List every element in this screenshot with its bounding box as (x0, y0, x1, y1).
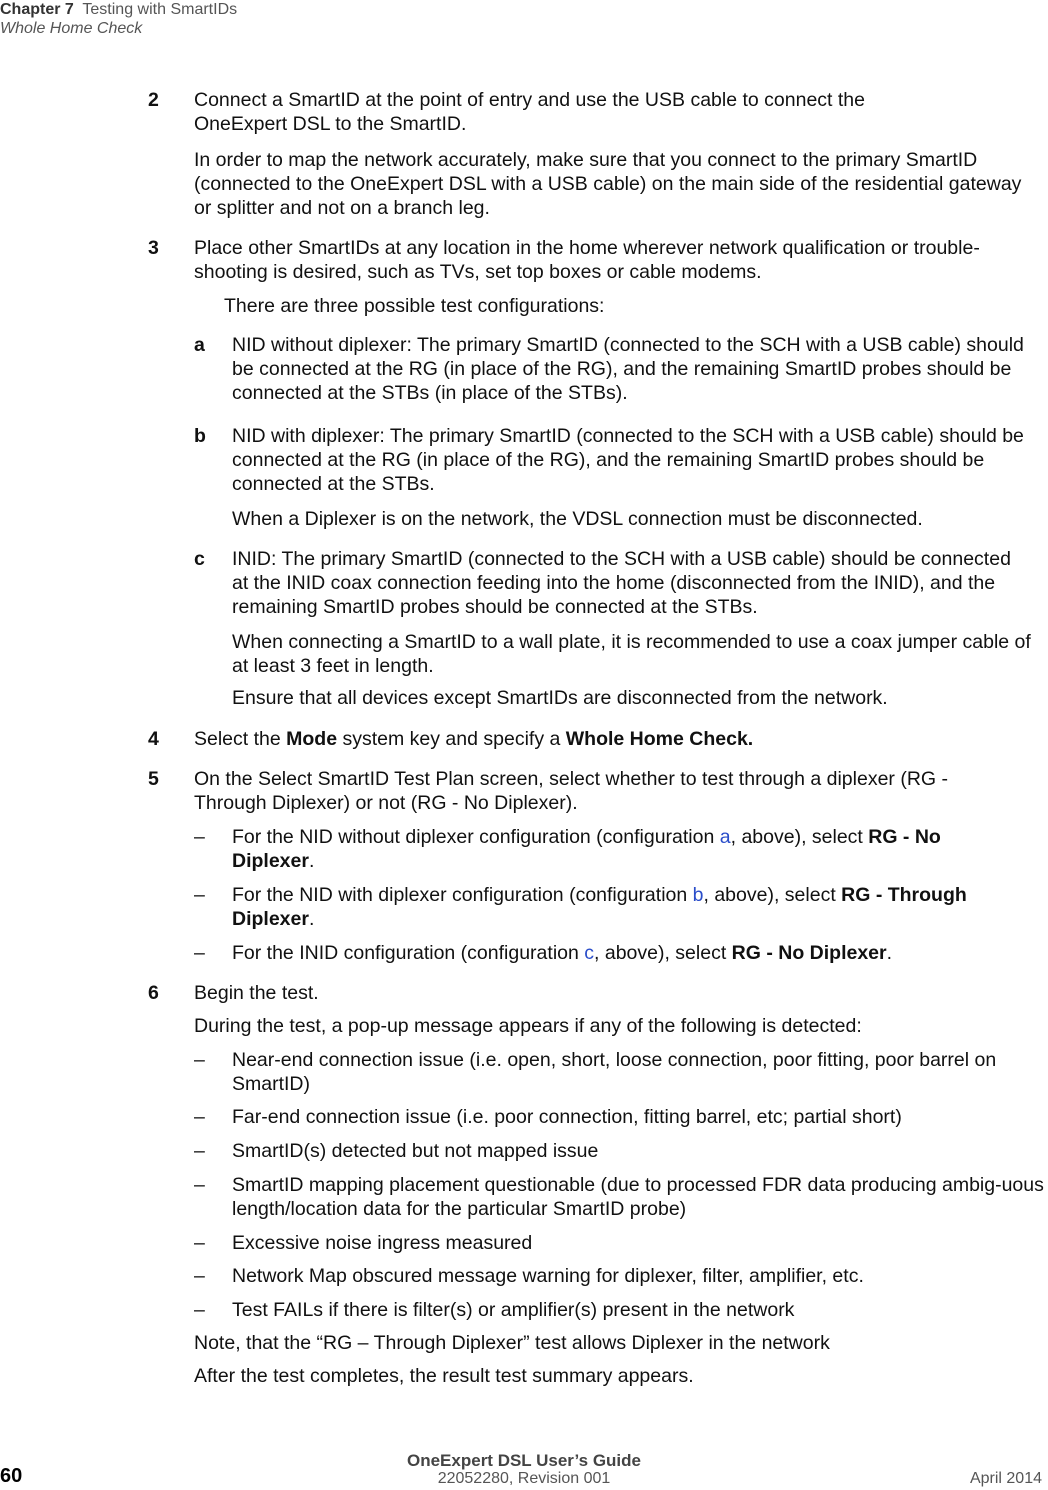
section-title: Whole Home Check (0, 20, 143, 37)
list-dash: – (194, 884, 205, 906)
item-end: . (886, 942, 893, 964)
step-text: Connect a SmartID at the point of entry and use the USB cable to connect the OneExpert DSL to the SmartID. (194, 89, 865, 135)
step-number: 4 (148, 728, 159, 750)
list-item: Network Map obscured message warning for diplexer, filter, amplifier, etc. (232, 1265, 864, 1287)
list-dash: – (194, 1174, 205, 1196)
step-text: Place other SmartIDs at any location in the home wherever network qualification or trouble-shooting is desired, such as TVs, set top boxes or cable modems. (194, 237, 980, 283)
step-text: Begin the test. (194, 982, 319, 1004)
step-text-mid: system key and specify a (342, 728, 561, 750)
mode-name: Whole Home Check. (565, 728, 754, 750)
item-text: , above), select (730, 826, 869, 848)
step-intro: There are three possible test configurations: (224, 295, 605, 317)
list-item (232, 941, 1032, 965)
list-dash: – (194, 942, 205, 964)
step-text: On the Select SmartID Test Plan screen, select whether to test through a diplexer (RG - Through Diplexer) or not (RG - No Diplexer). (194, 768, 948, 814)
sub-label: c (194, 548, 205, 570)
option-label: RG - No Diplexer (731, 942, 887, 964)
list-item: SmartID(s) detected but not mapped issue (232, 1140, 599, 1162)
list-dash: – (194, 1140, 205, 1162)
config-link[interactable]: b (692, 884, 704, 906)
list-dash: – (194, 1049, 205, 1071)
option-label: RG - No Diplexer (232, 826, 941, 872)
list-dash: – (194, 1265, 205, 1287)
sub-label: b (194, 425, 206, 447)
footer-doc-revision: 22052280, Revision 001 (437, 1470, 611, 1487)
list-item: Near-end connection issue (i.e. open, short, loose connection, poor fitting, poor barrel on SmartID) (232, 1049, 997, 1095)
sub-note: Ensure that all devices except SmartIDs are disconnected from the network. (232, 687, 888, 709)
running-header (0, 0, 237, 38)
item-end: . (308, 908, 315, 930)
item-text: For the NID with diplexer configuration (configuration (232, 884, 693, 906)
config-link[interactable]: a (719, 826, 731, 848)
step-number: 2 (148, 89, 159, 111)
step-number: 3 (148, 237, 159, 259)
step-text (194, 727, 1039, 751)
list-item: SmartID mapping placement questionable (due to processed FDR data producing ambig-uous length/location data for the particular SmartID probe) (232, 1174, 1044, 1220)
chapter-label: Chapter 7 (0, 1, 74, 18)
mode-key-label: Mode (286, 728, 338, 750)
list-item: Far-end connection issue (i.e. poor connection, fitting barrel, etc; partial short) (232, 1106, 902, 1128)
list-dash: – (194, 826, 205, 848)
step-text-pre: Select the (194, 728, 281, 750)
item-end: . (308, 850, 315, 872)
step-note: Note, that the “RG – Through Diplexer” test allows Diplexer in the network (194, 1332, 830, 1354)
sub-note: When a Diplexer is on the network, the VDSL connection must be disconnected. (232, 508, 923, 530)
step-note: After the test completes, the result test summary appears. (194, 1365, 694, 1387)
list-item: Excessive noise ingress measured (232, 1232, 533, 1254)
sub-text: NID with diplexer: The primary SmartID (connected to the SCH with a USB cable) should be connected at the RG (in place of the RG), and the remaining SmartID probes should be connected at the STBs. (232, 425, 1024, 495)
config-link[interactable]: c (584, 942, 595, 964)
chapter-title: Testing with SmartIDs (82, 1, 238, 18)
item-text: For the NID without diplexer configuration (configuration (232, 826, 720, 848)
sub-label: a (194, 334, 205, 356)
item-text: , above), select (703, 884, 842, 906)
step-number: 5 (148, 768, 159, 790)
list-item (232, 825, 1002, 873)
sub-note: When connecting a SmartID to a wall plate, it is recommended to use a coax jumper cable of at least 3 feet in length. (232, 631, 1031, 677)
step-note: In order to map the network accurately, make sure that you connect to the primary SmartID (connected to the OneExpert DSL with a USB cable) on the main side of the residential gateway or splitter and not on a branch leg. (194, 149, 1022, 219)
footer-title: OneExpert DSL User’s Guide (407, 1451, 641, 1470)
list-dash: – (194, 1232, 205, 1254)
item-text: , above), select (594, 942, 732, 964)
list-dash: – (194, 1299, 205, 1321)
page-number: 60 (0, 1465, 23, 1487)
item-text: For the INID configuration (configuration (232, 942, 585, 964)
list-item: Test FAILs if there is filter(s) or amplifier(s) present in the network (232, 1299, 795, 1321)
list-item (232, 883, 1032, 931)
step-intro: During the test, a pop-up message appears if any of the following is detected: (194, 1015, 862, 1037)
option-label: RG - Through Diplexer (232, 884, 967, 930)
sub-text: INID: The primary SmartID (connected to the SCH with a USB cable) should be connected at the INID coax connection feeding into the home (disconnected from the INID), and the remaining SmartID probes should be connected at the STBs. (232, 548, 1011, 618)
list-dash: – (194, 1106, 205, 1128)
sub-text: NID without diplexer: The primary SmartID (connected to the SCH with a USB cable) should be connected at the RG (in place of the RG), and the remaining SmartID probes should be connected at the STBs (in place of the STBs). (232, 334, 1024, 404)
footer-date: April 2014 (969, 1470, 1042, 1487)
step-number: 6 (148, 982, 159, 1004)
